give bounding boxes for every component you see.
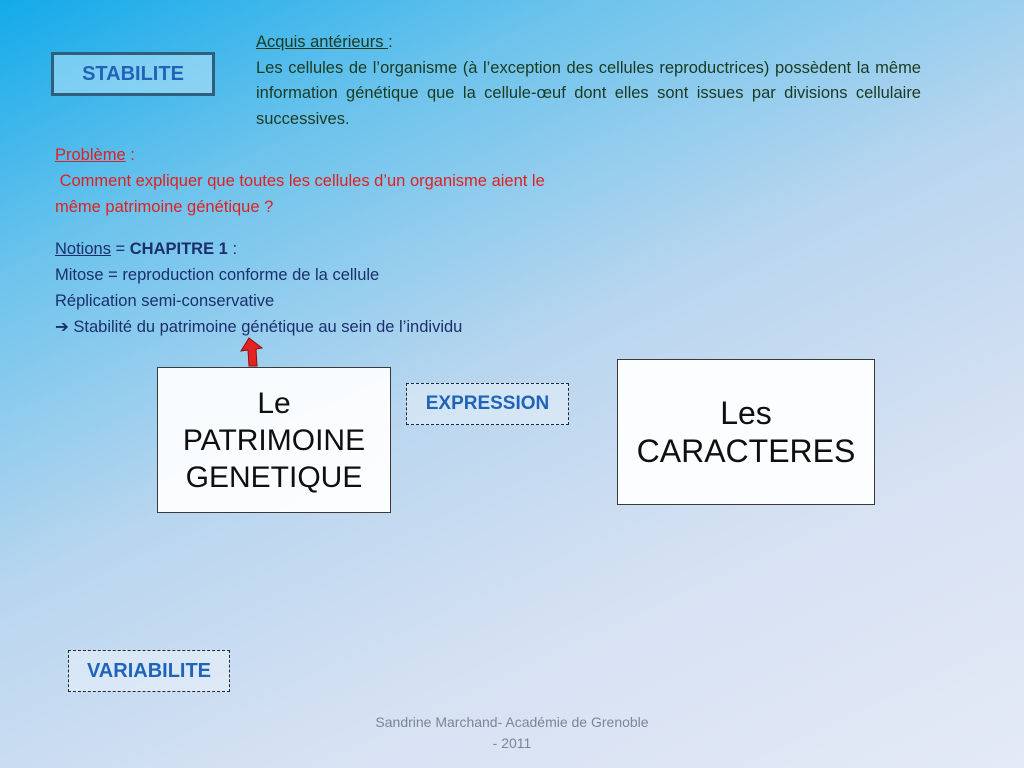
variabilite-text: VARIABILITE <box>86 659 212 682</box>
notion-item-mitose: Mitose = reproduction conforme de la cellule <box>55 266 380 284</box>
patrimoine-line-3: GENETIQUE <box>185 460 363 494</box>
acquis-colon: : <box>388 33 393 51</box>
notions-equals: = <box>110 240 130 258</box>
probleme-line-2: même patrimoine génétique ? <box>55 198 274 216</box>
patrimoine-line-1: Le <box>257 386 291 420</box>
acquis-anterieurs-block <box>256 30 921 132</box>
stabilite-label <box>51 52 215 96</box>
caracteres-line-1: Les <box>720 395 772 431</box>
patrimoine-line-2: PATRIMOINE <box>182 423 366 457</box>
probleme-line-1: Comment expliquer que toutes les cellules d’un organisme aient le <box>55 172 545 190</box>
acquis-body: Les cellules de l’organisme (à l’exception des cellules reproductrices) possèdent la même information génétique que la cellule-œuf dont elles sont issues par divisions cellulaire successives. <box>256 58 921 128</box>
caracteres-box <box>617 359 875 505</box>
probleme-colon: : <box>125 146 135 164</box>
right-arrow-icon: ➔ <box>55 318 69 336</box>
acquis-heading <box>256 30 921 56</box>
notion-conclusion <box>55 314 675 340</box>
expression-text: EXPRESSION <box>425 393 550 414</box>
notion-item-replication: Réplication semi-conservative <box>55 292 275 310</box>
acquis-title: Acquis antérieurs <box>256 33 389 51</box>
patrimoine-genetique-box <box>157 367 391 513</box>
notions-heading <box>55 236 675 262</box>
up-arrow-icon <box>238 336 264 368</box>
chapter-title: CHAPITRE 1 <box>129 240 228 258</box>
notion-conclusion-text: Stabilité du patrimoine génétique au sein de l’individu <box>68 318 463 336</box>
notions-block <box>55 236 675 340</box>
notions-colon: : <box>227 240 238 258</box>
probleme-heading <box>55 142 655 168</box>
caracteres-line-2: CARACTERES <box>636 433 856 469</box>
probleme-title: Problème <box>55 146 126 164</box>
notions-title: Notions <box>55 240 111 258</box>
probleme-block <box>55 142 655 220</box>
stabilite-text: STABILITE <box>82 62 184 85</box>
footer-author: Sandrine Marchand- Académie de Grenoble <box>375 714 649 730</box>
footer <box>322 712 702 754</box>
variabilite-label <box>68 650 230 692</box>
footer-year: - 2011 <box>492 735 532 751</box>
expression-label <box>406 383 569 425</box>
